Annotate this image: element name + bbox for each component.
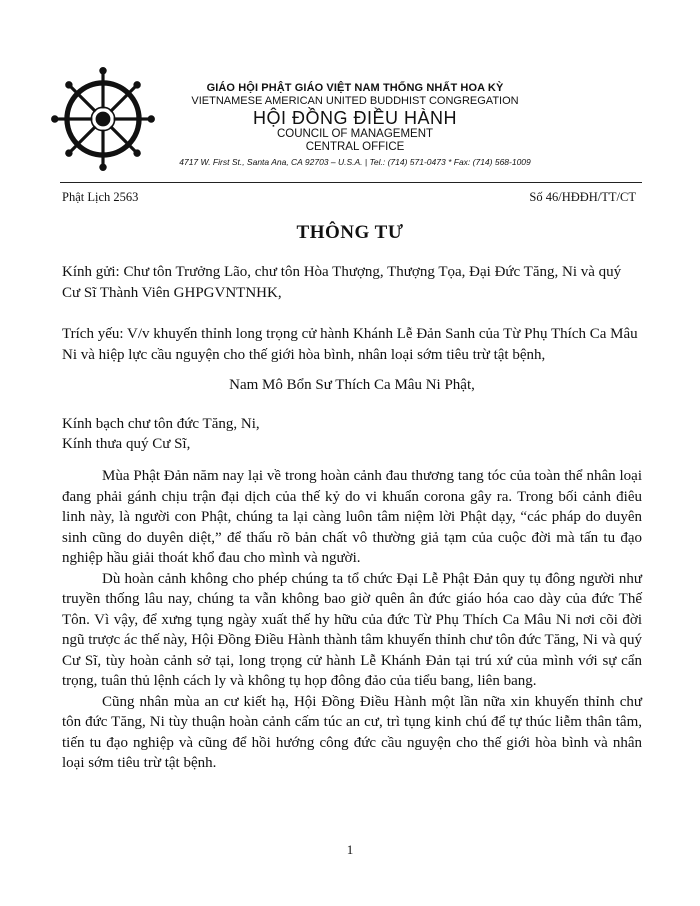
dharma-wheel-icon <box>50 66 156 172</box>
body-paragraph: Cũng nhân mùa an cư kiết hạ, Hội Đồng Điều Hành một lần nữa xin khuyến thỉnh chư tôn đức Tăng, Ni tùy thuận hoàn cảnh cấm túc an cư, trì tụng kinh chú để tự thúc liễm thân tâm, tiến tu đạo nghiệp và cũng để hồi hướng công đức cầu nguyện cho thế giới hòa bình và nhân loại sớm tiêu trừ tật bệnh. <box>62 693 642 771</box>
recipients: Kính gửi: Chư tôn Trưởng Lão, chư tôn Hòa Thượng, Thượng Tọa, Đại Đức Tăng, Ni và quý Cư Sĩ Thành Viên GHPGVNTNHK, <box>62 264 622 301</box>
address-line: 4717 W. First St., Santa Ana, CA 92703 – U.S.A. | Tel.: (714) 571-0473 * Fax: (714) 568-1009 <box>179 157 531 167</box>
office-name: CENTRAL OFFICE <box>305 141 405 153</box>
document-number: Số 46/HĐĐH/TT/CT <box>529 190 636 204</box>
council-name-vietnamese: HỘI ĐỒNG ĐIỀU HÀNH <box>252 108 457 128</box>
wheel-handle <box>71 87 76 92</box>
council-name-english: COUNCIL OF MANAGEMENT <box>276 128 434 140</box>
wheel-knob <box>65 149 72 156</box>
body-paragraph: Mùa Phật Đản năm nay lại về trong hoàn cảnh đau thương tang tóc của toàn thể nhân loại đang phải gánh chịu trận đại dịch của thế kỷ do vi khuẩn corona gây ra. Trong bối cảnh điêu linh này, là người con Phật, chúng ta lại càng luôn tâm niệm lời Phật dạy, “các pháp do duyên sinh cũng do duyên diệt,” để thấu rõ bản chất vô thường giả tạm của cuộc đời mà tấn tu đạo nghiệp hầu giải thoát khổ đau cho mình và người. <box>62 468 642 566</box>
page-number: 1 <box>346 842 354 857</box>
org-name-vietnamese: GIÁO HỘI PHẬT GIÁO VIỆT NAM THỐNG NHẤT HOA KỲ <box>206 82 504 94</box>
greeting-laity: Kính thưa quý Cư Sĩ, <box>62 436 191 452</box>
org-name-english: VIETNAMESE AMERICAN UNITED BUDDHIST CONGREGATION <box>191 95 519 107</box>
wheel-spoke <box>79 95 95 111</box>
wheel-handle <box>130 87 135 92</box>
subject: Trích yếu: V/v khuyến thỉnh long trọng cử hành Khánh Lễ Đản Sanh của Từ Phụ Thích Ca Mâu Ni và hiệp lực cầu nguyện cho thế giới hòa bình, nhân loại sớm tiêu trừ tật bệnh, <box>62 326 638 363</box>
header-divider <box>60 182 642 183</box>
wheel-handle <box>71 146 76 151</box>
body-paragraph: Dù hoàn cảnh không cho phép chúng ta tổ chức Đại Lễ Phật Đản quy tụ đông người như truyền thống lâu nay, chúng ta vẫn không bao giờ quên ân đức giáo hóa cao dày của đức Thế Tôn. Vì vậy, để xưng tụng ngày xuất thế hy hữu của đức Từ Phụ Thích Ca Mâu Ni nơi cõi đời ngũ trược ác thế này, Hội Đồng Điều Hành thành tâm khuyến thỉnh chư tôn đức Tăng, Ni và quý Cư Sĩ, tùy hoàn cảnh sở tại, long trọng cử hành Lễ Khánh Đản tại trú xứ của mình với sự cẩn trọng, tuân thủ lệnh cách ly và không tụ họp đông đảo của tiểu bang, liên bang. <box>62 570 642 689</box>
wheel-knob <box>99 67 106 74</box>
wheel-handle <box>130 146 135 151</box>
letterhead <box>150 82 560 168</box>
document-title: THÔNG TƯ <box>296 222 404 243</box>
wheel-knob <box>65 81 72 88</box>
buddhist-era: Phật Lịch 2563 <box>62 190 139 204</box>
wheel-spoke <box>79 126 95 142</box>
wheel-knob <box>51 115 58 122</box>
greeting-clergy: Kính bạch chư tôn đức Tăng, Ni, <box>62 416 260 432</box>
wheel-spoke <box>110 95 126 111</box>
letter-body <box>62 466 642 774</box>
wheel-knob <box>99 164 106 171</box>
wheel-knob <box>133 149 140 156</box>
invocation: Nam Mô Bổn Sư Thích Ca Mâu Ni Phật, <box>229 377 475 393</box>
wheel-knob <box>133 81 140 88</box>
wheel-spoke <box>110 126 126 142</box>
